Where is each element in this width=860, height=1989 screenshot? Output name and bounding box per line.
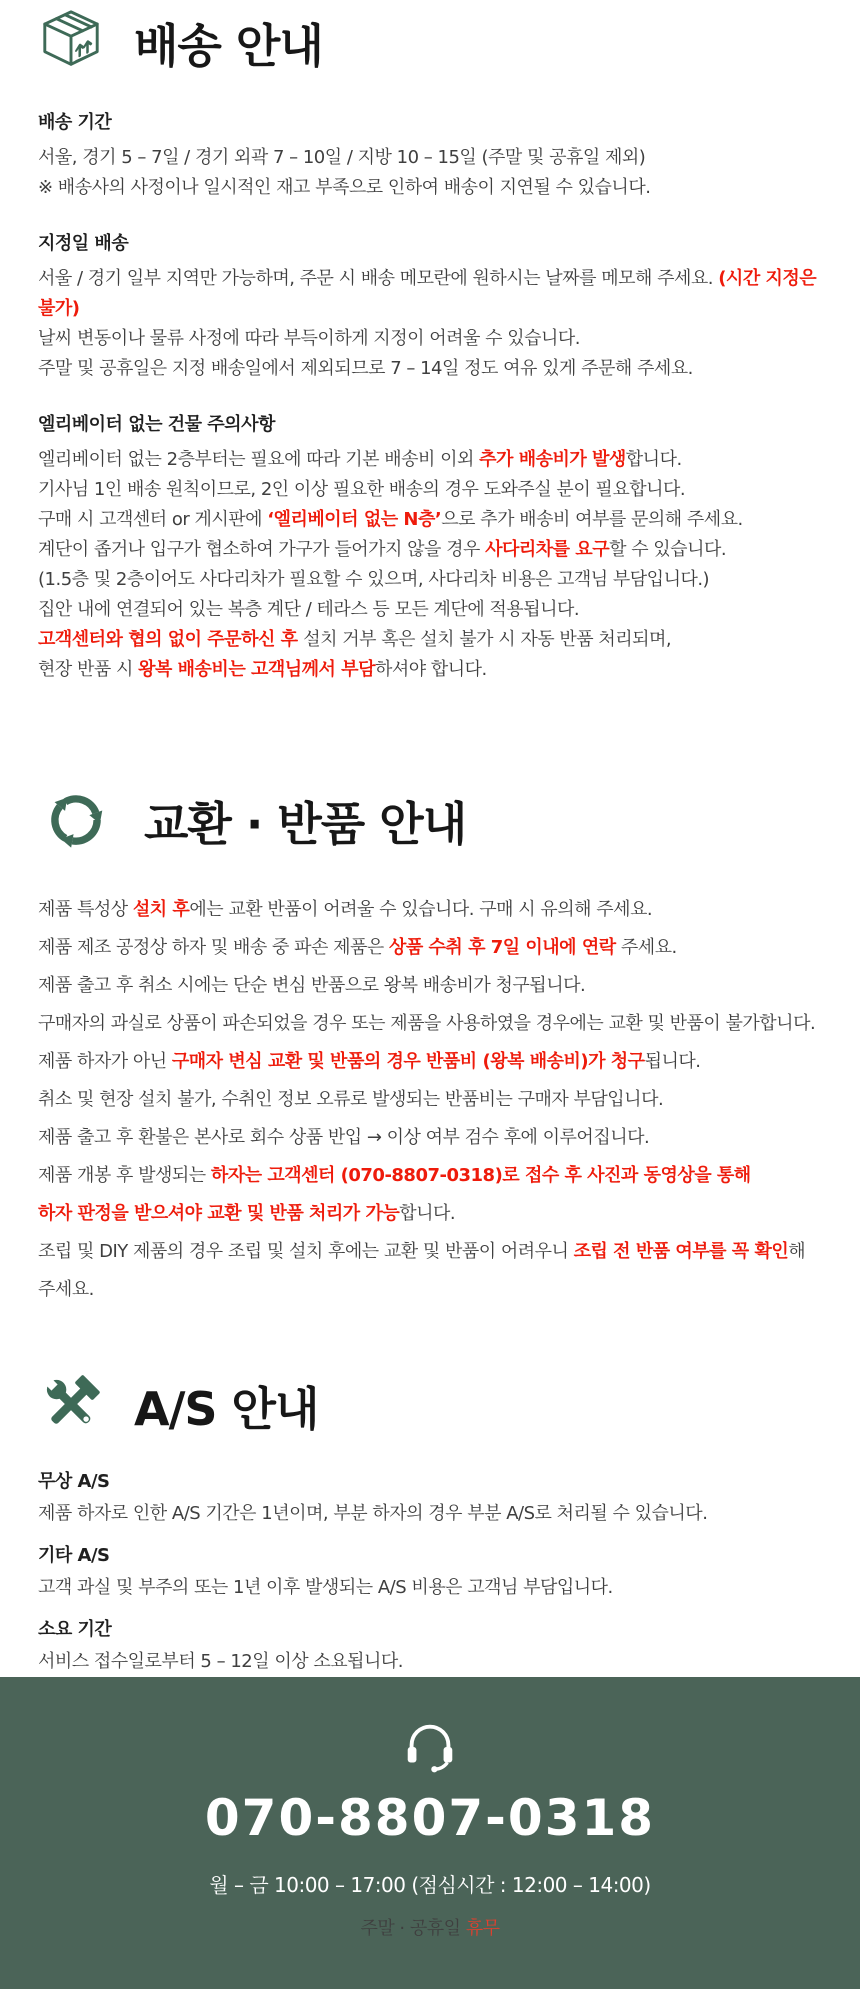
text-line: 하자 판정을 받으셔야 교환 및 반품 처리가 가능합니다.: [38, 1203, 456, 1224]
text-line: 구매 시 고객센터 or 게시판에 ‘엘리베이터 없는 N층’으로 추가 배송비 여부를 문의해 주세요.: [38, 509, 743, 530]
shipping-no-elevator-block: [38, 410, 822, 685]
shipping-title: 배송 안내: [134, 19, 323, 73]
text-line: 고객 과실 및 부주의 또는 1년 이후 발생되는 A/S 비용은 고객님 부담입니다.: [38, 1577, 613, 1598]
business-hours: 월 – 금 10:00 – 17:00 (점심시간 : 12:00 – 14:00): [209, 1873, 651, 1897]
text-line: 구매자의 과실로 상품이 파손되었을 경우 또는 제품을 사용하였을 경우에는 교환 및 반품이 불가합니다.: [38, 1013, 816, 1034]
text-line: 제품 하자가 아닌 구매자 변심 교환 및 반품의 경우 반품비 (왕복 배송비)가 청구됩니다.: [38, 1051, 701, 1072]
text-line: 제품 제조 공정상 하자 및 배송 중 파손 제품은 상품 수취 후 7일 이내에 연락 주세요.: [38, 937, 677, 958]
section-exchange-return: [38, 781, 822, 1309]
block-lines: [38, 445, 822, 685]
text-line: 기사님 1인 배송 원칙이므로, 2인 이상 필요한 배송의 경우 도와주실 분이 필요합니다.: [38, 479, 686, 500]
text-line: 고객센터와 협의 없이 주문하신 후 설치 거부 혹은 설치 불가 시 자동 반품 처리되며,: [38, 629, 672, 650]
as-title: A/S 안내: [134, 1382, 319, 1436]
block-heading: 기타 A/S: [38, 1545, 110, 1566]
as-free-block: [38, 1467, 822, 1529]
block-heading: 지정일 배송: [38, 233, 129, 254]
text-line: 조립 및 DIY 제품의 경우 조립 및 설치 후에는 교환 및 반품이 어려우니 조립 전 반품 여부를 꼭 확인해 주세요.: [38, 1241, 806, 1300]
block-heading: 무상 A/S: [38, 1471, 110, 1492]
block-lines: [38, 1647, 822, 1677]
text-line: 집안 내에 연결되어 있는 복층 계단 / 테라스 등 모든 계단에 적용됩니다.: [38, 599, 580, 620]
text-line: 취소 및 현장 설치 불가, 수취인 정보 오류로 발생되는 반품비는 구매자 부담입니다.: [38, 1089, 664, 1110]
shipping-header: [38, 8, 822, 78]
as-other-block: [38, 1541, 822, 1603]
tools-icon: [38, 1371, 104, 1441]
recycle-icon: [38, 781, 114, 861]
text-line: 주말 · 공휴일 휴무: [360, 1918, 500, 1939]
exchange-lines: [38, 891, 822, 1309]
text-line: 제품 하자로 인한 A/S 기간은 1년이며, 부분 하자의 경우 부분 A/S로 처리될 수 있습니다.: [38, 1503, 708, 1524]
block-lines: [38, 1499, 822, 1529]
section-shipping: [38, 8, 822, 685]
text-line: 제품 특성상 설치 후에는 교환 반품이 어려울 수 있습니다. 구매 시 유의해 주세요.: [38, 899, 653, 920]
exchange-header: [38, 781, 822, 861]
customer-center-phone: 070-8807-0318: [204, 1789, 656, 1847]
text-line: 서울 / 경기 일부 지역만 가능하며, 주문 시 배송 메모란에 원하시는 날짜를 메모해 주세요. (시간 지정은 불가): [38, 268, 817, 319]
as-header: [38, 1371, 822, 1441]
exchange-title: 교환 · 반품 안내: [144, 797, 467, 851]
customer-center-footer: [0, 1677, 860, 1989]
text-line: (1.5층 및 2층이어도 사다리차가 필요할 수 있으며, 사다리차 비용은 고객님 부담입니다.): [38, 569, 710, 590]
text-line: ※ 배송사의 사정이나 일시적인 재고 부족으로 인하여 배송이 지연될 수 있습니다.: [38, 177, 651, 198]
text-line: 제품 개봉 후 발생되는 하자는 고객센터 (070-8807-0318)로 접수 후 사진과 동영상을 통해: [38, 1165, 751, 1186]
shipping-period-block: [38, 108, 822, 203]
block-lines: [38, 143, 822, 203]
text-line: 현장 반품 시 왕복 배송비는 고객님께서 부담하셔야 합니다.: [38, 659, 487, 680]
block-lines: [38, 264, 822, 384]
text-line: 엘리베이터 없는 2층부터는 필요에 따라 기본 배송비 이외 추가 배송비가 발생합니다.: [38, 449, 682, 470]
text-line: 주말 및 공휴일은 지정 배송일에서 제외되므로 7 – 14일 정도 여유 있게 주문해 주세요.: [38, 358, 693, 379]
section-as: [38, 1371, 822, 1677]
shipping-designated-block: [38, 229, 822, 384]
text-line: 서울, 경기 5 – 7일 / 경기 외곽 7 – 10일 / 지방 10 – 15일 (주말 및 공휴일 제외): [38, 147, 646, 168]
text-line: 날씨 변동이나 물류 사정에 따라 부득이하게 지정이 어려울 수 있습니다.: [38, 328, 580, 349]
closed-days: [0, 1914, 860, 1944]
block-heading: 배송 기간: [38, 112, 112, 133]
as-duration-block: [38, 1615, 822, 1677]
block-heading: 소요 기간: [38, 1619, 112, 1640]
text-line: 서비스 접수일로부터 5 – 12일 이상 소요됩니다.: [38, 1651, 404, 1672]
block-heading: 엘리베이터 없는 건물 주의사항: [38, 414, 275, 435]
text-line: 제품 출고 후 취소 시에는 단순 변심 반품으로 왕복 배송비가 청구됩니다.: [38, 975, 586, 996]
text-line: 제품 출고 후 환불은 본사로 회수 상품 반입 → 이상 여부 검수 후에 이루어집니다.: [38, 1127, 650, 1148]
block-lines: [38, 1573, 822, 1603]
text-line: 계단이 좁거나 입구가 협소하여 가구가 들어가지 않을 경우 사다리차를 요구할 수 있습니다.: [38, 539, 727, 560]
box-icon: [38, 8, 104, 78]
headset-icon: [399, 1715, 461, 1781]
